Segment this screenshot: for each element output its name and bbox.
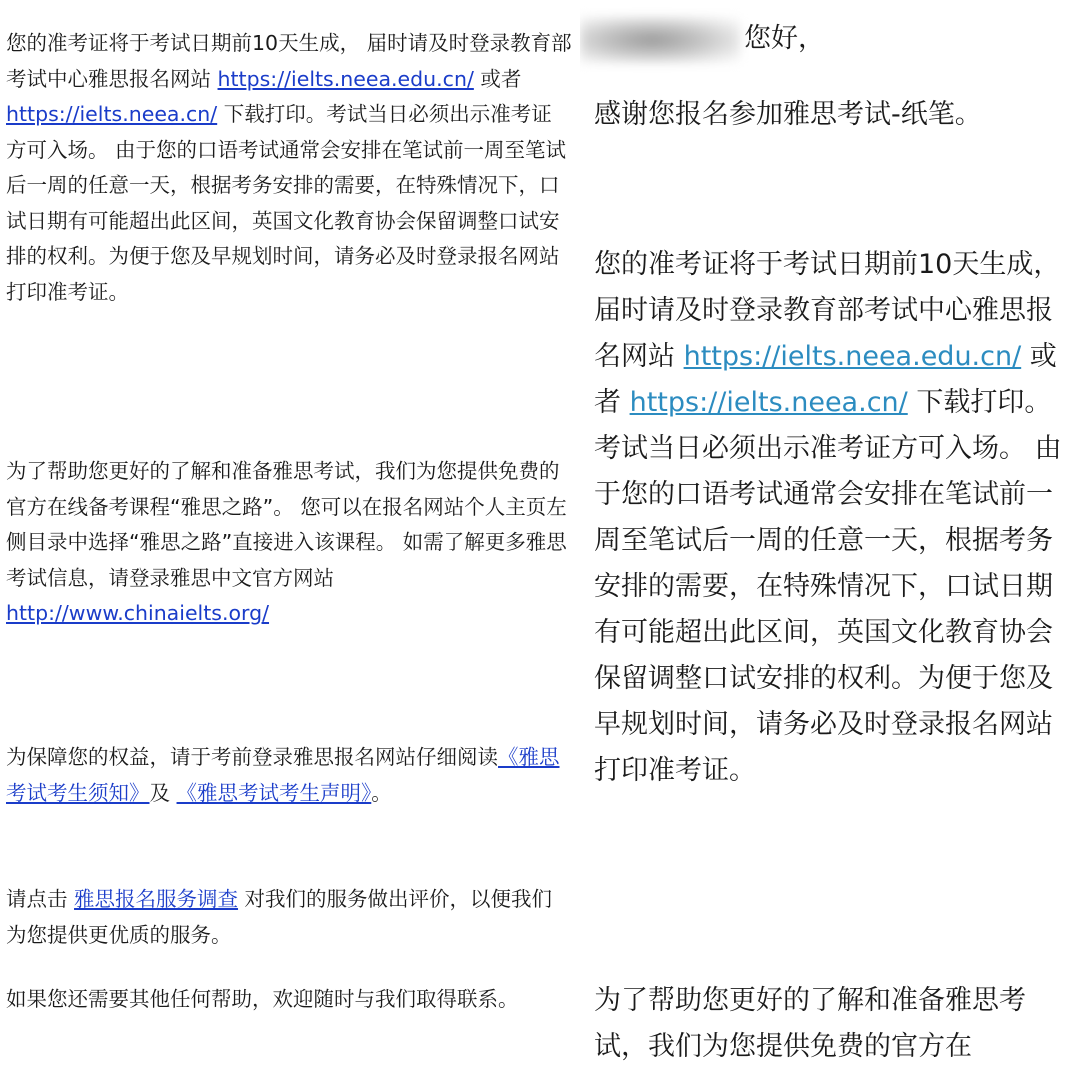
paragraph-text: 下载打印。考试当日必须出示准考证方可入场。 由于您的口语考试通常会安排在笔试前一周至笔试后一周的任意一天，根据考务安排的需要，在特殊情况下，口试日期有可能超出此区间，英国文化教育协会保留调整口试安排的权利。为便于您及早规划时间，请务必及时登录报名网站打印准考证。 [6, 102, 567, 304]
paragraph-text: 。 [371, 780, 392, 805]
paragraph-text: 您的准考证将于考试日期前10天生成， 届时请及时登录教育部考试中心雅思报名网站 [6, 31, 572, 91]
redacted-name [580, 17, 740, 63]
paragraph-text: 为了帮助您更好的了解和准备雅思考试，我们为您提供免费的官方在线备考课程“雅思之路”。 您可以在报名网站个人主页左侧目录中选择“雅思之路”直接进入该课程。 如需了解更多雅思考试信息，请登录雅思中文官方网站 [6, 459, 567, 590]
thanks-paragraph: 感谢您报名参加雅思考试-纸笔。 [594, 99, 982, 130]
candidate-declaration-link[interactable]: 《雅思考试考生声明》 [176, 780, 372, 805]
ielts-neea-edu-link[interactable]: https://ielts.neea.edu.cn/ [217, 66, 474, 91]
contact-paragraph: 如果您还需要其他任何帮助，欢迎随时与我们取得联系。 [6, 987, 519, 1011]
paragraph-text: 为保障您的权益，请于考前登录雅思报名网站仔细阅读 [6, 745, 498, 769]
rights-paragraph [6, 740, 572, 811]
paragraph-text: 或者 [594, 341, 1057, 418]
greeting [580, 16, 825, 63]
admission-ticket-paragraph [6, 26, 572, 310]
road-to-ielts-paragraph [6, 454, 572, 632]
ielts-neea-cn-link[interactable]: https://ielts.neea.cn/ [629, 387, 908, 418]
paragraph-text: 对我们的服务做出评价，以便我们为您提供更优质的服务。 [6, 887, 553, 947]
candidate-notice-link[interactable]: 《雅思考试考生须知》 [6, 745, 560, 805]
ielts-neea-cn-link[interactable]: https://ielts.neea.cn/ [6, 102, 218, 126]
ielts-neea-edu-link[interactable]: https://ielts.neea.edu.cn/ [683, 341, 1022, 372]
paragraph-text: 请点击 [6, 887, 75, 911]
paragraph-text: 下载打印。考试当日必须出示准考证方可入场。 由于您的口语考试通常会安排在笔试前一周至笔试后一周的任意一天，根据考务安排的需要，在特殊情况下，口试日期有可能超出此区间，英国文化教育协会保留调整口试安排的权利。为便于您及早规划时间，请务必及时登录报名网站打印准考证。 [594, 387, 1062, 786]
road-to-ielts-paragraph-mobile: 为了帮助您更好的了解和准备雅思考试，我们为您提供免费的官方在 [594, 985, 1026, 1062]
service-survey-link[interactable]: 雅思报名服务调查 [74, 887, 239, 911]
chinaielts-link[interactable]: http://www.chinaielts.org/ [6, 601, 270, 625]
admission-ticket-paragraph-mobile [594, 242, 1072, 794]
paragraph-text: 您的准考证将于考试日期前10天生成， 届时请及时登录教育部考试中心雅思报名网站 [594, 249, 1061, 372]
paragraph-text: 及 [149, 780, 177, 805]
paragraph-text: 或者 [473, 66, 522, 91]
greeting-text: 您好， [744, 23, 825, 54]
right-email-panel [580, 0, 1080, 1080]
survey-paragraph [6, 882, 572, 953]
